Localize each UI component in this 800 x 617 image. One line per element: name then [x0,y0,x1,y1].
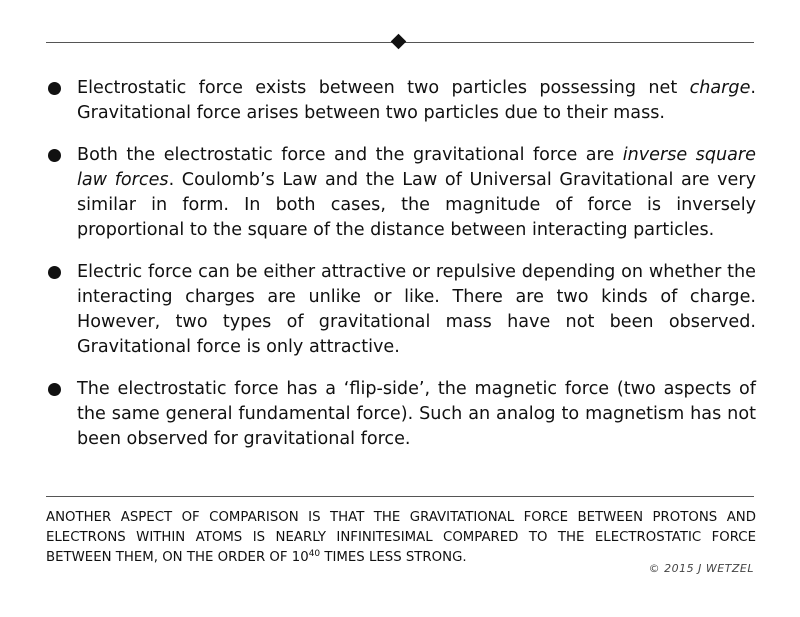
bullet-text-segment: . Gravitational force arises between two particles due to their mass. [77,78,756,123]
bullet-text-segment: Electric force can be either attractive or repulsive depending on whether the interacting charges are unlike or like. There are two kinds of charge. However, two types of gravitational mass have not been observed. Gravitational force is only attractive. [77,262,756,357]
footnote [46,508,756,568]
diamond-ornament-icon [391,34,407,50]
footnote-exponent: 40 [308,549,321,559]
bullet-item [46,76,756,126]
bullet-dot-icon [48,82,61,95]
bullet-text [77,145,756,240]
copyright-notice: © 2015 J WETZEL [648,562,754,575]
bullet-text [77,262,756,357]
bullet-text-segment: The electrostatic force has a ‘flip-side’, the magnetic force (two aspects of the same general fundamental force). Such an analog to magnetism has not been observed for gravitational force. [77,379,756,449]
footnote-text-end: TIMES LESS STRONG. [320,550,467,565]
bullet-text-emphasis: charge [689,78,751,98]
bullet-text [77,379,756,449]
bullet-dot-icon [48,266,61,279]
bullet-item [46,143,756,243]
bullet-dot-icon [48,383,61,396]
bottom-divider [46,496,754,497]
bullet-text [77,78,756,123]
bullet-text-emphasis: inverse square law forces [77,145,756,190]
bullet-list [46,76,756,469]
bullet-text-segment: Electrostatic force exists between two particles possessing net [77,78,690,98]
bullet-text-segment: . Coulomb’s Law and the Law of Universal Gravitational are very similar in form. In both cases, the magnitude of force is inversely proportional to the square of the distance between interacting particles. [77,170,756,240]
footnote-text: ANOTHER ASPECT OF COMPARISON IS THAT THE GRAVITATIONAL FORCE BETWEEN PROTONS AND ELECTRONS WITHIN ATOMS IS NEARLY INFINITESIMAL COMPARED TO THE ELECTROSTATIC FORCE BETWEEN THEM, ON THE ORDER OF 10 [46,510,756,565]
bullet-item [46,260,756,360]
bullet-text-segment: Both the electrostatic force and the gravitational force are [77,145,623,165]
bullet-item [46,377,756,452]
bullet-dot-icon [48,149,61,162]
